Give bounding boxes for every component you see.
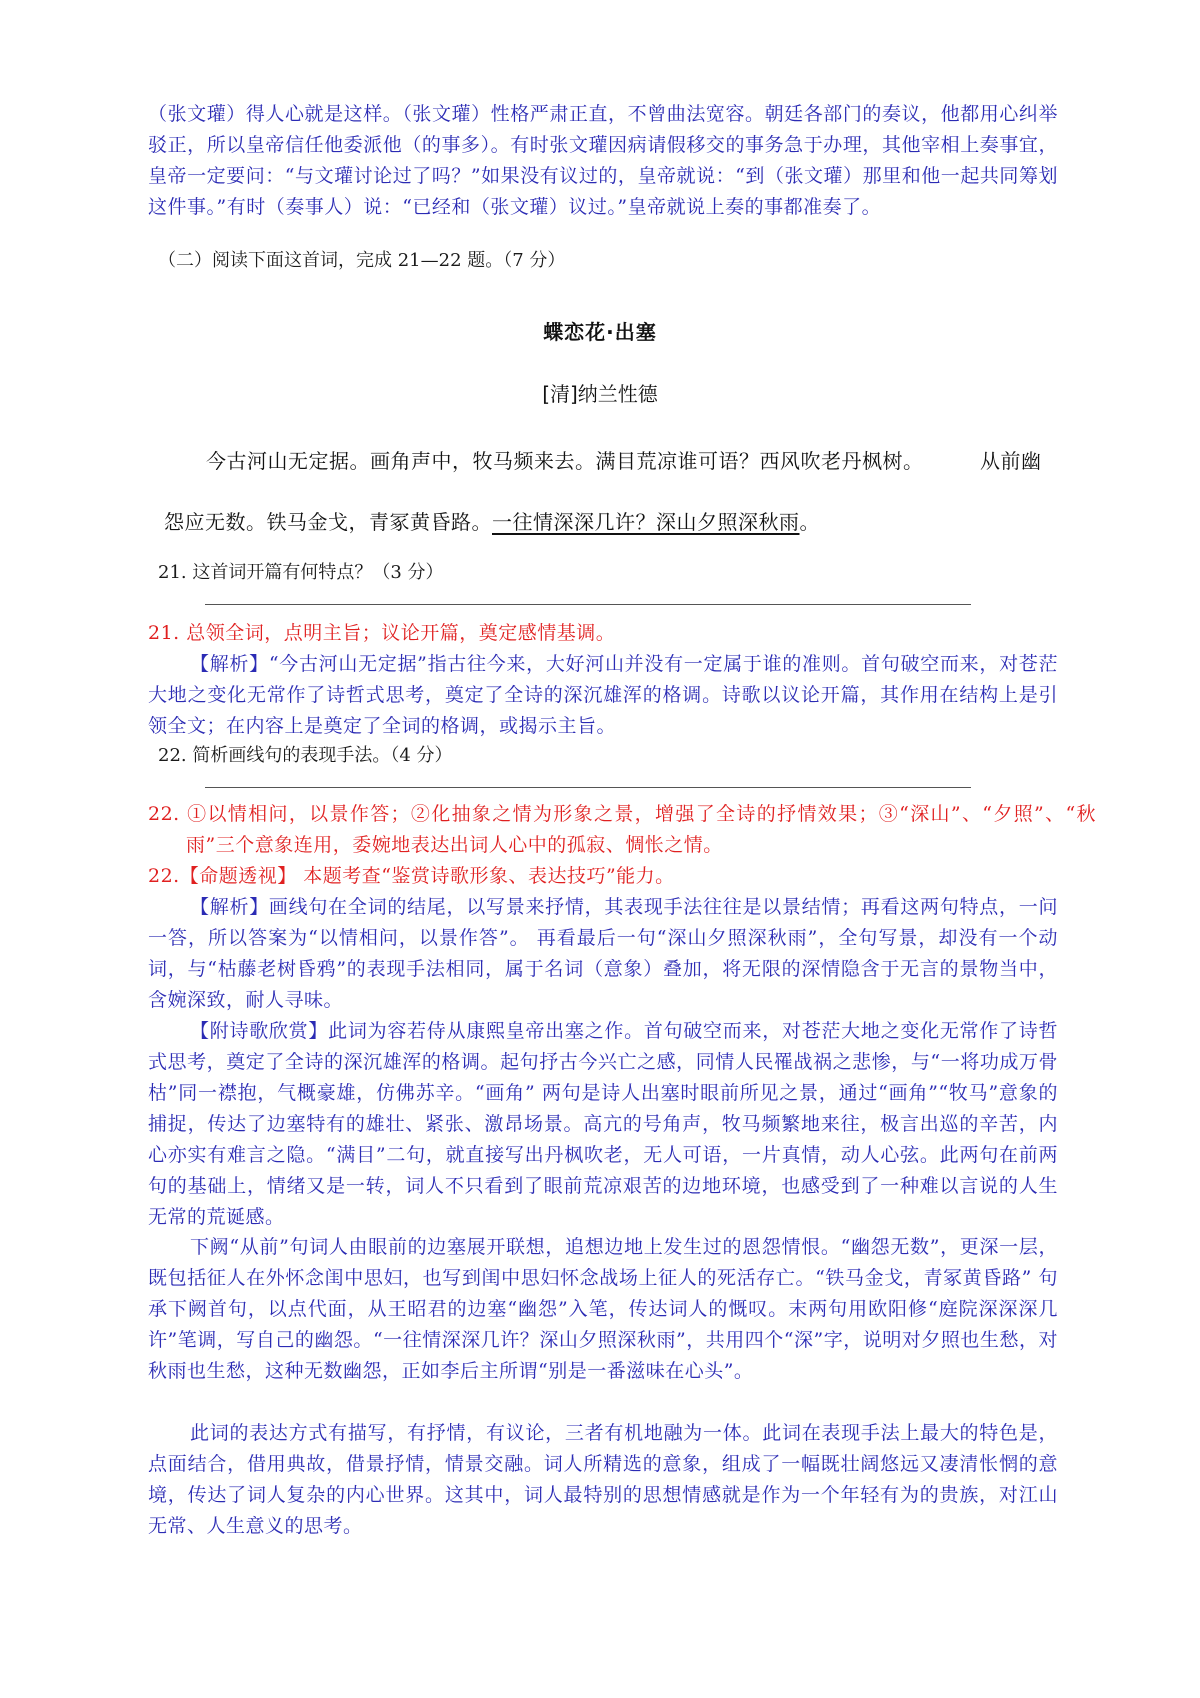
analysis-21: 【解析】“今古河山无定据”指古往今来，大好河山并没有一定属于谁的准则。首句破空而来，对苍茫大地之变化无常作了诗哲式思考，奠定了全诗的深沉雄浑的格调。诗歌以议论开篇，其作用在结构上是引领全文；在内容上是奠定了全词的格调，或揭示主旨。 — [148, 653, 1058, 737]
poem-line-1-tail: 从前幽 — [980, 449, 1042, 473]
poem-author: [清]纳兰性德 — [542, 382, 658, 406]
answer-22: 22. ①以情相问，以景作答；②化抽象之情为形象之景，增强了全诗的抒情效果；③“深山”、“夕照”、“秋雨”三个意象连用，委婉地表达出词人心中的孤寂、惆怅之情。 — [148, 803, 1096, 856]
appreciation-paragraph-1: 【附诗歌欣赏】此词为容若侍从康熙皇帝出塞之作。首句破空而来，对苍茫大地之变化无常作了诗哲式思考，奠定了全诗的深沉雄浑的格调。起句抒古今兴亡之感，同情人民罹战祸之悲惨，与“一将功成万骨枯”同一襟抱，气概豪雄，仿佛苏辛。“画角” 两句是诗人出塞时眼前所见之景，通过“画角”“牧马”意象的捕捉，传达了边塞特有的雄壮、紧张、激昂场景。高亢的号角声，牧马频繁地来往，极言出巡的辛苦，内心亦实有难言之隐。“满目”二句，就直接写出丹枫吹老，无人可语，一片真情，动人心弦。此两句在前两句的基础上，情绪又是一转，词人不只看到了眼前荒凉艰苦的边地环境，也感受到了一种难以言说的人生无常的荒诞感。 — [148, 1020, 1058, 1228]
underlined-line: 一往情深深几许？深山夕照深秋雨 — [492, 510, 800, 534]
question-22: 22. 简析画线句的表现手法。（4 分） — [158, 745, 453, 766]
analysis-22: 【解析】画线句在全词的结尾，以写景来抒情，其表现手法往往是以景结情；再看这两句特点，一问一答，所以答案为“以情相问，以景作答”。 再看最后一句“深山夕照深秋雨”，全句写景，却没有一个动词，与“枯藤老树昏鸦”的表现手法相同，属于名词（意象）叠加，将无限的深情隐含于无言的景物当中，含婉深致，耐人寻味。 — [148, 896, 1058, 1011]
section-header: （二）阅读下面这首词，完成 21—22 题。（7 分） — [158, 250, 566, 271]
translation-paragraph: （张文瓘）得人心就是这样。（张文瓘）性格严肃正直，不曾曲法宽容。朝廷各部门的奏议，他都用心纠举驳正，所以皇帝信任他委派他（的事多）。有时张文瓘因病请假移交的事务急于办理，其他宰相上奏事宜，皇帝一定要问：“与文瓘讨论过了吗？”如果没有议过的，皇帝就说：“到（张文瓘）那里和他一起共同筹划这件事。”有时（奏事人）说：“已经和（张文瓘）议过。”皇帝就说上奏的事都准奏了。 — [148, 103, 1058, 218]
question-21: 21. 这首词开篇有何特点？（3 分） — [158, 562, 444, 583]
appreciation-paragraph-3: 此词的表达方式有描写，有抒情，有议论，三者有机地融为一体。此词在表现手法上最大的特色是，点面结合，借用典故，借景抒情，情景交融。词人所精选的意象，组成了一幅既壮阔悠远又凄清怅惘的意境，传达了词人复杂的内心世界。这其中，词人最特别的思想情感就是作为一个年轻有为的贵族，对江山无常、人生意义的思考。 — [148, 1422, 1058, 1537]
poem-line-1: 今古河山无定据。画角声中，牧马频来去。满目荒凉谁可语？西风吹老丹枫树。 — [206, 449, 924, 473]
answer-line-22 — [205, 787, 971, 788]
poem-title: 蝶恋花·出塞 — [543, 320, 657, 344]
answer-line-21 — [205, 604, 971, 605]
focus-22: 22.【命题透视】 本题考查“鉴赏诗歌形象、表达技巧”能力。 — [148, 865, 675, 887]
appreciation-paragraph-2: 下阙“从前”句词人由眼前的边塞展开联想，追想边地上发生过的恩怨情恨。“幽怨无数”，更深一层，既包括征人在外怀念闺中思妇，也写到闺中思妇怀念战场上征人的死活存亡。“铁马金戈，青冢黄昏路” 句承下阙首句，以点代面，从王昭君的边塞“幽怨”入笔，传达词人的慨叹。末两句用欧阳修“庭院深深深几许”笔调，写自己的幽怨。“一往情深深几许？深山夕照深秋雨”，共用四个“深”字，说明对夕照也生愁，对秋雨也生愁，这种无数幽怨，正如李后主所谓“别是一番滋味在心头”。 — [148, 1236, 1058, 1382]
poem-line-2 — [164, 506, 820, 535]
poem-line-2-start: 怨应无数。铁马金戈，青冢黄昏路。 — [164, 510, 492, 534]
poem-line-2-end: 。 — [799, 510, 820, 534]
answer-21: 21. 总领全词，点明主旨；议论开篇，奠定感情基调。 — [148, 622, 616, 644]
